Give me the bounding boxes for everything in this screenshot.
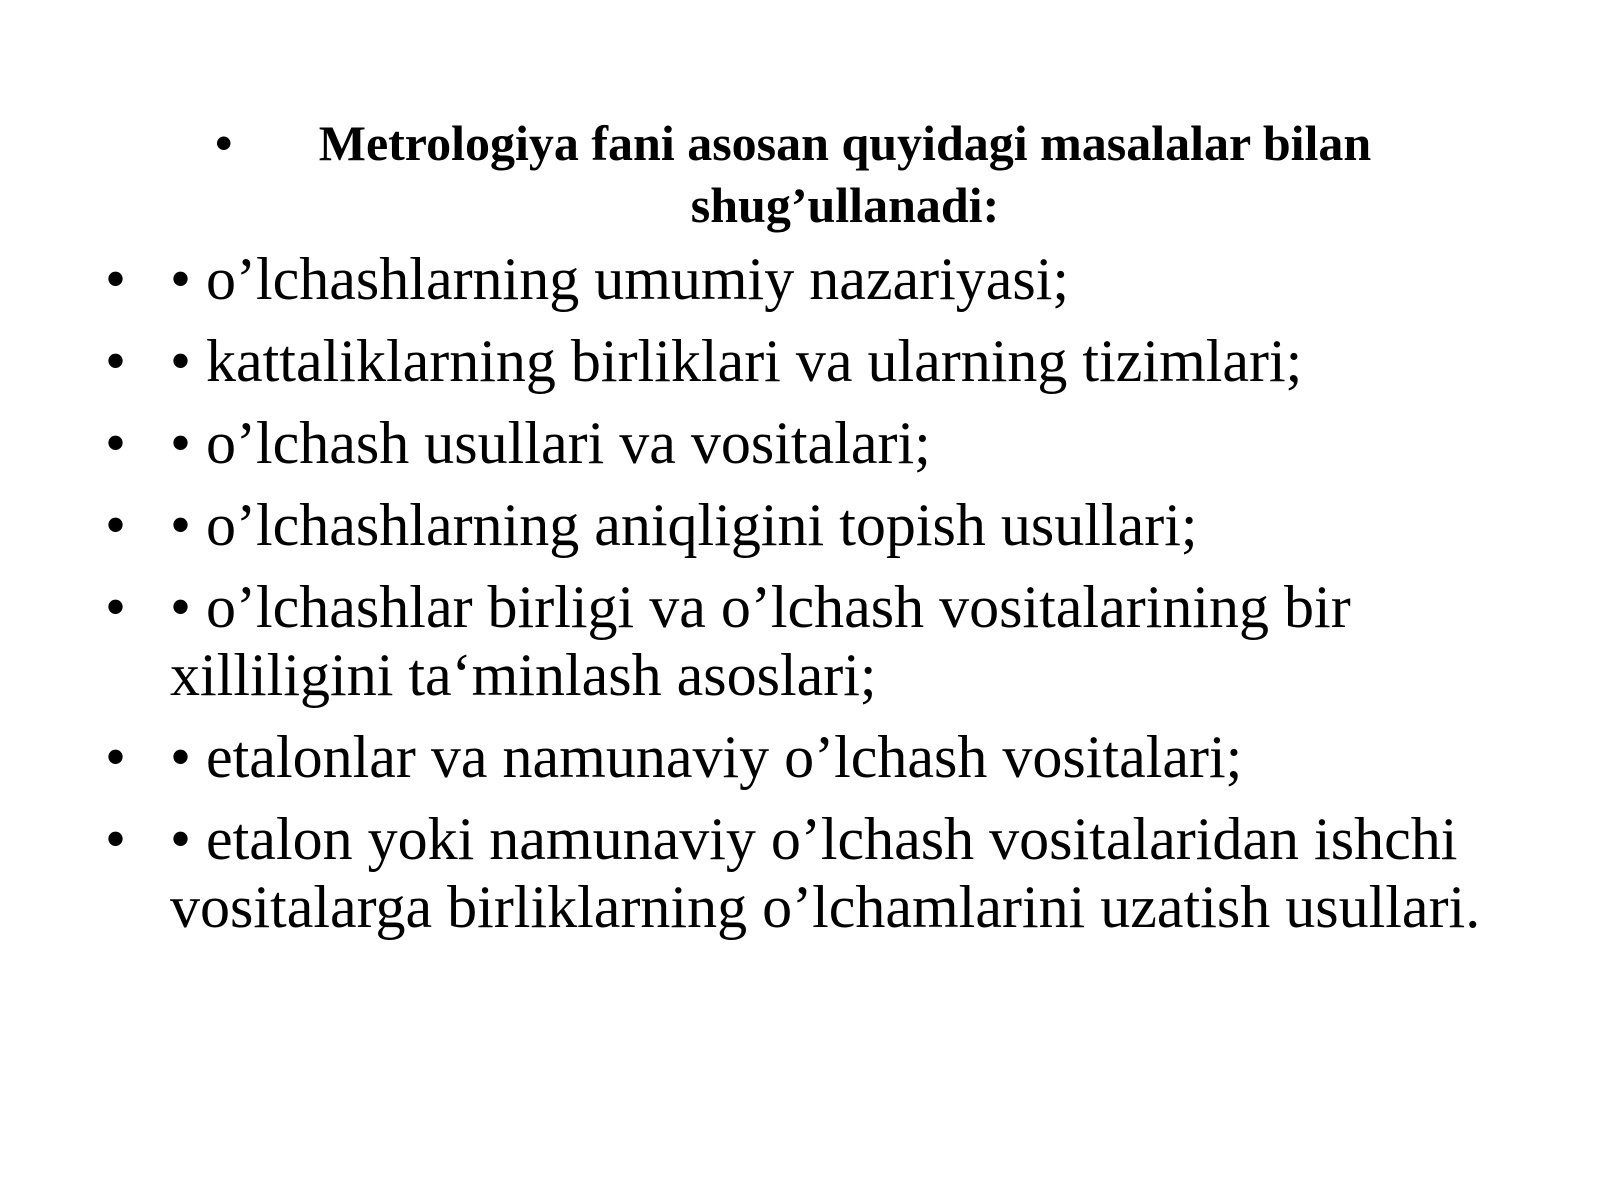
- list-item-text: • etalon yoki namunaviy o’lchash vositalaridan ishchi vositalarga birliklarning o’lchamlarini uzatish usullari.: [170, 806, 1481, 940]
- bullet-marker: •: [105, 724, 127, 790]
- bullet-marker: •: [105, 492, 127, 558]
- list-item-text: • o’lchashlar birligi va o’lchash vositalarining bir xilliligini ta‘minlash asoslari;: [170, 574, 1351, 708]
- bullet-list: [105, 245, 1575, 955]
- heading-text: Metrologiya fani asosan quyidagi masalalar bilan shug’ullanadi:: [318, 115, 1372, 233]
- list-item-text: • o’lchash usullari va vositalari;: [170, 410, 931, 476]
- bullet-marker: •: [105, 410, 127, 476]
- bullet-marker: •: [105, 806, 127, 872]
- heading-bullet: •: [215, 115, 233, 171]
- list-item-text: • kattaliklarning birliklari va ularning tizimlari;: [170, 328, 1303, 394]
- list-item: [105, 409, 1575, 477]
- bullet-marker: •: [105, 328, 127, 394]
- list-item-text: • etalonlar va namunaviy o’lchash vositalari;: [170, 724, 1243, 790]
- slide-heading: [215, 112, 1415, 236]
- list-item: [105, 805, 1575, 941]
- list-item: [105, 245, 1575, 313]
- list-item: [105, 573, 1575, 709]
- list-item-text: • o’lchashlarning aniqligini topish usullari;: [170, 492, 1198, 558]
- list-item-text: • o’lchashlarning umumiy nazariyasi;: [170, 246, 1070, 312]
- list-item: [105, 723, 1575, 791]
- bullet-marker: •: [105, 574, 127, 640]
- bullet-marker: •: [105, 246, 127, 312]
- list-item: [105, 327, 1575, 395]
- list-item: [105, 491, 1575, 559]
